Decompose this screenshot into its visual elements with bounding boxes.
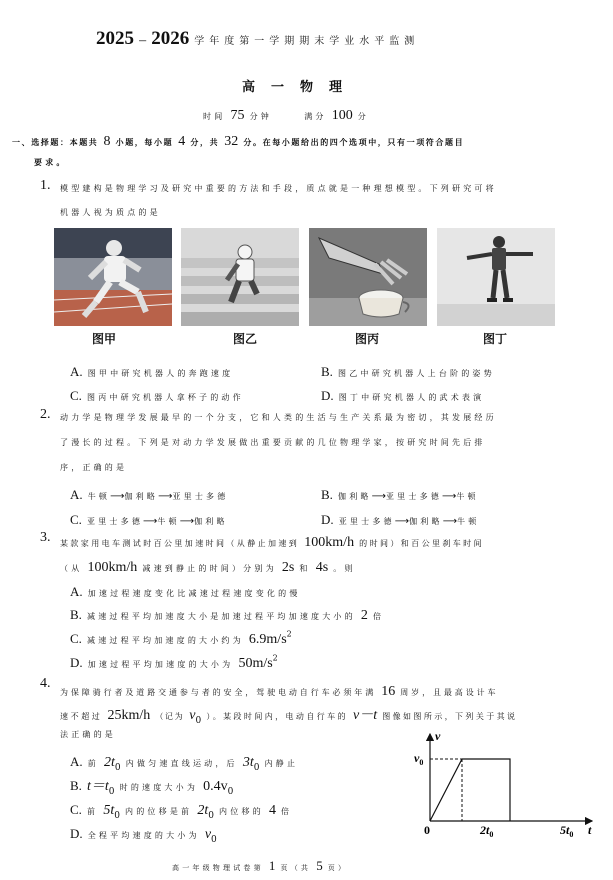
- q4-text-line2: 速不超过 25km/h （记为 $v_0$ ）。某段时间内，电动自行车的 v－t 图像如图所示，下列关于其说: [60, 708, 518, 727]
- q4-option-c[interactable]: C. 前 $5t_0$ 内的位移是前 $2t_0$ 内位移的 4 倍: [70, 802, 293, 822]
- q3-option-c[interactable]: C. 减速过程平均加速度的大小约为 $6.9m/s^2$: [70, 629, 292, 647]
- arrow-right-icon: ⟶: [442, 516, 458, 527]
- q3-text-line1: 某款家用电车测试时百公里加速时间（从静止加速到 100km/h 的时间）和百公里刹车时间: [60, 535, 484, 550]
- arrow-right-icon: ⟶: [441, 491, 457, 502]
- robot-stairs-image: [181, 228, 299, 326]
- q2-option-c[interactable]: C. 亚里士多德⟶牛顿⟶伽利略: [70, 512, 228, 527]
- q4-text-line1: 为保障骑行者及道路交通参与者的安全，驾驶电动自行车必须年满 16 周岁，且最高设计车: [60, 684, 499, 699]
- exam-title: 2025 – 2026 学年度第一学期期末学业水平监测: [96, 28, 420, 49]
- q1-text-line2: 机器人视为质点的是: [60, 208, 161, 217]
- q3-option-a[interactable]: A. 加速过程速度变化比减速过程速度变化的慢: [70, 584, 301, 599]
- subject-title: 高一物理: [242, 80, 359, 95]
- q1-text-line1: 模型建构是物理学习及研究中重要的方法和手段，质点就是一种理想模型。下列研究可将: [60, 184, 497, 193]
- vt-graph: [410, 728, 600, 840]
- page-footer: 高一年级物理试卷第 1 页（共 5 页）: [172, 858, 349, 873]
- q2-option-d[interactable]: D. 亚里士多德⟶伽利略⟶牛顿: [321, 512, 480, 527]
- q3-option-d[interactable]: D. 加速过程平均加速度的大小为 $50m/s^2$: [70, 653, 278, 671]
- q2-text-line3: 序，正确的是: [60, 463, 128, 472]
- graph-t-axis-label: t: [588, 823, 592, 837]
- arrow-right-icon: ⟶: [371, 491, 386, 502]
- graph-origin-label: 0: [424, 823, 430, 837]
- q1-option-c[interactable]: C. 图丙中研究机器人拿杯子的动作: [70, 388, 244, 403]
- q1-option-d[interactable]: D. 图丁中研究机器人的武术表演: [321, 388, 485, 403]
- q4-option-d[interactable]: D. 全程平均速度的大小为 $v_0$: [70, 826, 217, 846]
- q2-number: 2.: [40, 407, 51, 422]
- q1-option-a[interactable]: A. 图甲中研究机器人的奔跑速度: [70, 364, 234, 379]
- robot-hand-cup-image: [309, 228, 427, 326]
- q2-text-line2: 了漫长的过程。下列是对动力学发展做出重要贡献的几位物理学家，按研究时间先后排: [60, 438, 486, 447]
- section-instructions-line2: 要求。: [34, 157, 68, 167]
- arrow-right-icon: ⟶: [143, 516, 158, 527]
- arrow-right-icon: ⟶: [158, 491, 173, 502]
- q4-option-a[interactable]: A. 前 $2t_0$ 内做匀速直线运动，后 $3t_0$ 内静止: [70, 754, 299, 774]
- q4-option-b[interactable]: B. $t=t_0$ 时的速度大小为 $0.4v_0$: [70, 778, 234, 798]
- robot-running-image: [54, 228, 172, 326]
- q1-number: 1.: [40, 178, 51, 193]
- image-caption-ding: 图丁: [483, 332, 508, 346]
- q4-text-line3: 法正确的是: [60, 730, 116, 739]
- image-caption-jia: 图甲: [92, 332, 117, 346]
- image-caption-yi: 图乙: [233, 332, 258, 346]
- graph-vt-line: [430, 759, 510, 821]
- q2-text-line1: 动力学是物理学发展最早的一个分支，它和人类的生活与生产关系最为密切，其发展经历: [60, 413, 497, 422]
- section-instructions: 一、选择题：本题共 8 小题，每小题 4 分，共 32 分。在每小题给出的四个选项中，只有一项符合题目: [12, 134, 465, 149]
- q4-number: 4.: [40, 676, 51, 691]
- q3-number: 3.: [40, 530, 51, 545]
- robot-martial-arts-image: [437, 228, 555, 326]
- graph-t2-label: $5t_0$: [560, 823, 574, 839]
- q1-option-b[interactable]: B. 图乙中研究机器人上台阶的姿势: [321, 364, 495, 379]
- image-caption-bing: 图丙: [355, 332, 380, 346]
- exam-info: 时间 75 分钟 满分 100 分: [203, 108, 369, 123]
- arrow-right-icon: ⟶: [179, 516, 195, 527]
- q3-option-b[interactable]: B. 减速过程平均加速度大小是加速过程平均加速度大小的 2 倍: [70, 607, 385, 623]
- graph-t1-label: $2t_0$: [480, 823, 494, 839]
- q2-option-b[interactable]: B. 伽利略⟶亚里士多德⟶牛顿: [321, 487, 479, 502]
- arrow-right-icon: ⟶: [394, 516, 410, 527]
- q3-text-line2: （从 100km/h 减速到静止的时间）分别为 2s 和 4s 。则: [60, 560, 356, 575]
- arrow-right-icon: ⟶: [110, 491, 125, 502]
- graph-v0-label: $v_0$: [414, 751, 424, 767]
- q2-option-a[interactable]: A. 牛顿⟶伽利略⟶亚里士多德: [70, 487, 229, 502]
- graph-v-axis-label: v: [435, 729, 441, 743]
